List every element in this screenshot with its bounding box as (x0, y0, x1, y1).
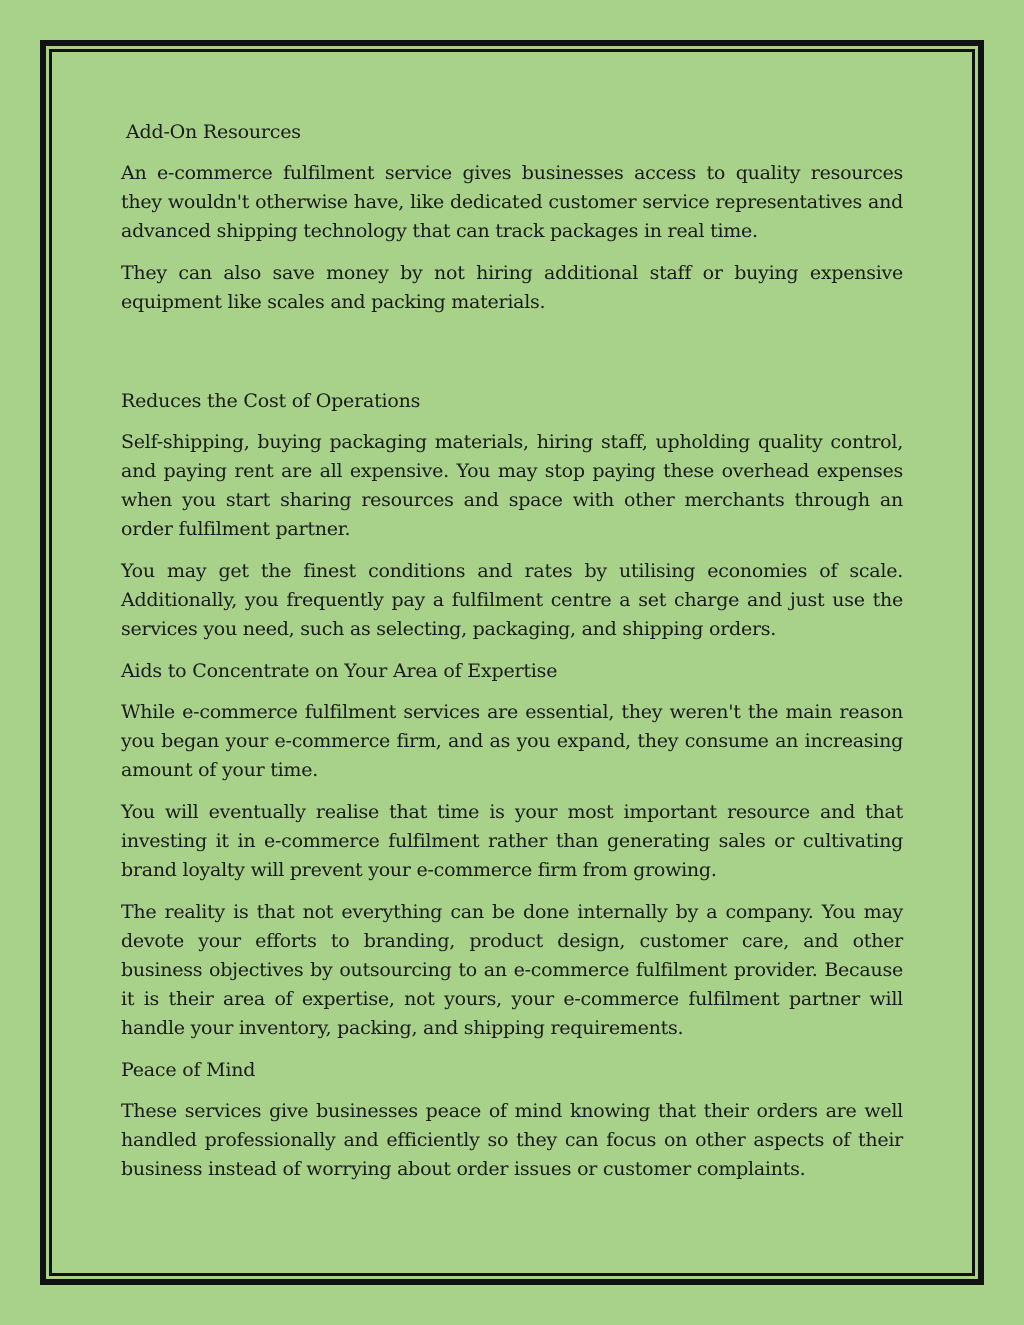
section-peace-of-mind (121, 1056, 903, 1184)
paragraph: They can also save money by not hiring additional staff or buying expensive equipment like scales and packing materials. (121, 262, 903, 313)
document-body (121, 118, 903, 1197)
section-add-on-resources (121, 118, 903, 317)
section-heading: Aids to Concentrate on Your Area of Expertise (121, 660, 558, 682)
paragraph: You may get the finest conditions and rates by utilising economies of scale. Additionally, you frequently pay a fulfilment centre a set charge and just use the services you need, such as selecting, packaging, and shipping orders. (121, 560, 903, 640)
paragraph: An e-commerce fulfilment service gives businesses access to quality resources they wouldn't otherwise have, like dedicated customer service representatives and advanced shipping technology that can track packages in real time. (121, 162, 903, 242)
section-heading: Reduces the Cost of Operations (121, 390, 421, 412)
paragraph: Self-shipping, buying packaging materials, hiring staff, upholding quality control, and paying rent are all expensive. You may stop paying these overhead expenses when you start sharing resources and space with other merchants through an order fulfilment partner. (121, 431, 903, 540)
paragraph: You will eventually realise that time is your most important resource and that investing it in e-commerce fulfilment rather than generating sales or cultivating brand loyalty will prevent your e-commerce firm from growing. (121, 801, 903, 881)
paragraph: The reality is that not everything can be done internally by a company. You may devote your efforts to branding, product design, customer care, and other business objectives by outsourcing to an e-commerce fulfilment provider. Because it is their area of expertise, not yours, your e-commerce fulfilment partner will handle your inventory, packing, and shipping requirements. (121, 901, 903, 1039)
paragraph: These services give businesses peace of mind knowing that their orders are well handled professionally and efficiently so they can focus on other aspects of their business instead of worrying about order issues or customer complaints. (121, 1100, 903, 1180)
paragraph: While e-commerce fulfilment services are essential, they weren't the main reason you began your e-commerce firm, and as you expand, they consume an increasing amount of your time. (121, 701, 903, 781)
section-area-of-expertise (121, 657, 903, 1043)
section-heading: Peace of Mind (121, 1059, 256, 1081)
section-heading: Add-On Resources (126, 121, 301, 143)
section-reduces-cost (121, 387, 903, 644)
section-spacer (121, 330, 903, 387)
